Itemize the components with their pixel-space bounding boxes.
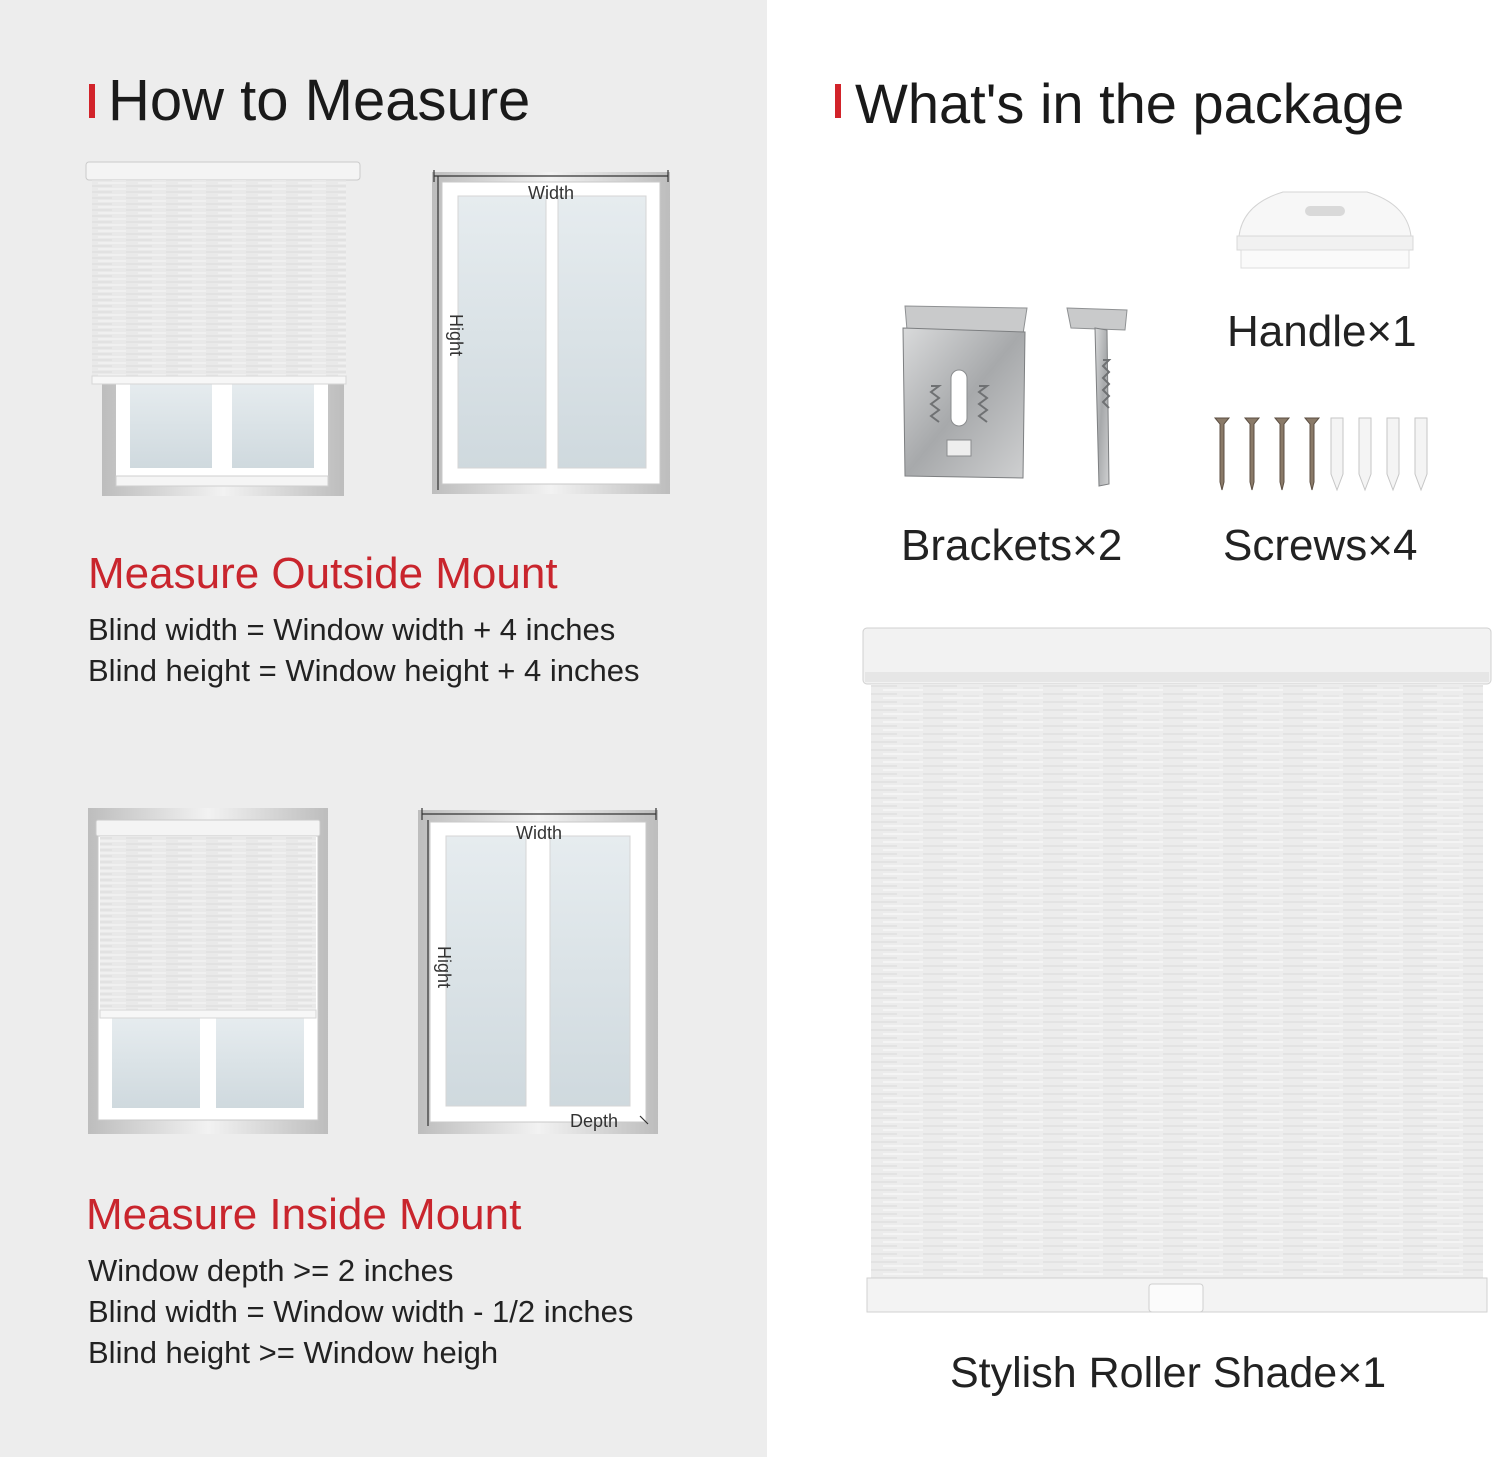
inside-mount-heading: Measure Inside Mount (86, 1190, 522, 1239)
inside-width-label: Width (516, 823, 563, 843)
roller-shade-label: Stylish Roller Shade×1 (950, 1349, 1387, 1397)
package-contents-panel (767, 0, 1500, 1457)
handle-label: Handle×1 (1227, 307, 1417, 356)
outside-line-2: Blind height = Window height + 4 inches (88, 653, 640, 688)
handle-image (1233, 184, 1417, 278)
screws-image (1209, 414, 1435, 494)
screws-label: Screws×4 (1223, 521, 1418, 570)
package-title-accent-bar (835, 84, 841, 118)
inside-mount-shade-diagram (86, 806, 332, 1138)
inside-line-1: Window depth >= 2 inches (88, 1253, 454, 1288)
brackets-image (895, 300, 1145, 496)
outside-mount-window-diagram (428, 164, 674, 500)
outside-height-label: Hight (446, 314, 466, 357)
outside-mount-shade-diagram (86, 160, 348, 500)
inside-depth-label: Depth (570, 1111, 619, 1131)
outside-line-1: Blind width = Window width + 4 inches (88, 612, 616, 647)
outside-width-label: Width (528, 183, 575, 203)
measure-title: How to Measure (108, 68, 531, 133)
outside-mount-heading: Measure Outside Mount (88, 549, 558, 598)
inside-line-2: Blind width = Window width - 1/2 inches (88, 1294, 634, 1329)
title-accent-bar (89, 84, 95, 118)
inside-line-3: Blind height >= Window heigh (88, 1335, 499, 1370)
roller-shade-image (863, 628, 1491, 1318)
inside-height-label: Hight (434, 946, 454, 989)
brackets-label: Brackets×2 (901, 521, 1123, 570)
package-title: What's in the package (855, 72, 1405, 135)
inside-mount-window-diagram (416, 804, 662, 1138)
